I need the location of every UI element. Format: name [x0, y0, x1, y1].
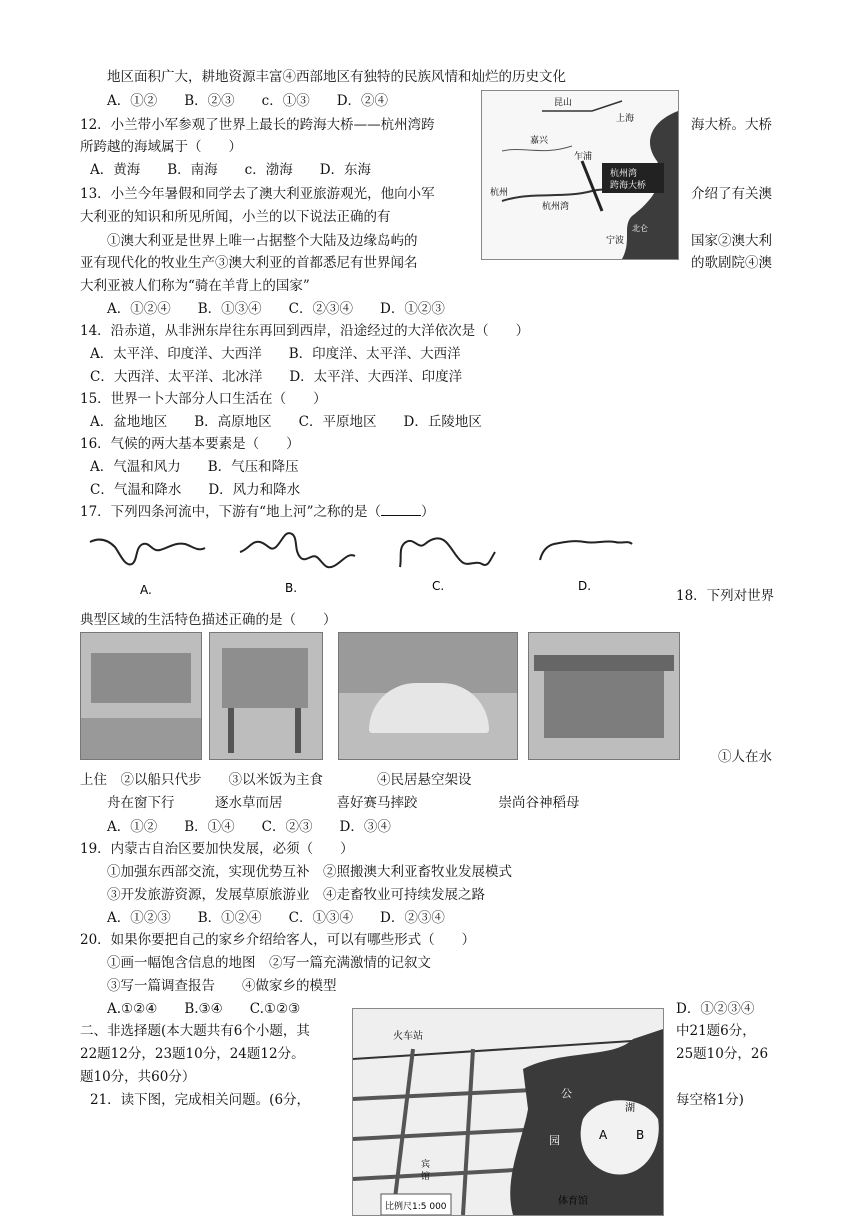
photo-water-town — [80, 632, 202, 760]
section-2-heading-continued: 中21题6分， — [676, 1023, 756, 1039]
q17-stem-end: ） — [420, 504, 435, 520]
q14-stem: 14．沿赤道，从非洲东岸往东再回到西岸，沿途经过的大洋依次是（ ） — [80, 323, 530, 339]
q20-stem: 20．如果你要把自己的家乡介绍给客人，可以有哪些形式（ ） — [80, 932, 476, 948]
river-a — [90, 540, 205, 565]
map2-label-guan: 馆 — [421, 1172, 431, 1182]
map1-label-bridge-2: 跨海大桥 — [610, 181, 647, 191]
q13-statement: ①澳大利亚是世界上唯一占据整个大陆及边缘岛屿的 — [107, 233, 418, 249]
q19-items-b: ③开发旅游资源，发展草原旅游业 ④走畜牧业可持续发展之路 — [107, 887, 485, 903]
q11-options: A．①② B．②③ c．①③ D．②④ — [107, 93, 389, 109]
river-label-c: C. — [432, 579, 445, 593]
q16-stem: 16．气候的两大基本要素是（ ） — [80, 436, 300, 452]
q18-stem-line2: 典型区域的生活特色描述正确的是（ ） — [80, 612, 337, 628]
q13-statement-line2-continued: 的歌剧院④澳 — [691, 255, 772, 271]
q21-stem: 21．读下图，完成相关问题。(6分， — [90, 1092, 311, 1108]
city-map-drawing — [353, 1009, 663, 1215]
q16-options-ab: A．气温和风力 B．气压和降压 — [90, 459, 299, 475]
q18-items: 上住 ②以船只代步 ③以米饭为主食 ④民居悬空架设 — [80, 772, 472, 788]
map1-label-ningbo: 宁波 — [606, 236, 625, 246]
q21-stem-continued: 每空格1分) — [676, 1092, 744, 1108]
hangzhou-bay-map — [481, 90, 679, 260]
map2-label-lake: 湖 — [625, 1103, 635, 1114]
q19-items-a: ①加强东西部交流，实现优势互补 ②照搬澳大利亚畜牧业发展模式 — [107, 864, 512, 880]
river-outlines — [80, 522, 640, 602]
map2-scale: 比例尺1:5 000 — [385, 1202, 447, 1212]
section-2-line3: 题10分，共60分） — [80, 1069, 196, 1085]
q13-stem-continued: 介绍了有关澳 — [691, 186, 772, 202]
photo-yurt — [338, 632, 518, 760]
q12-stem: 12．小兰带小军参观了世界上最长的跨海大桥——杭州湾跨 — [80, 117, 435, 133]
river-label-b: B. — [285, 581, 298, 595]
hangzhou-bay-map-drawing — [482, 91, 678, 259]
map2-label-gong: 公 — [561, 1087, 572, 1100]
q18-stem: 18．下列对世界 — [676, 588, 775, 604]
q14-options-ab: A．太平洋、印度洋、大西洋 B．印度洋、太平洋、大西洋 — [90, 346, 461, 362]
answer-blank — [381, 501, 421, 516]
map1-label-beilun: 北仑 — [632, 224, 648, 233]
river-label-d: D. — [578, 579, 592, 593]
map2-label-b: B — [636, 1128, 645, 1142]
q13-statement-line2: 亚有现代化的牧业生产③澳大利亚的首都悉尼有世界闻名 — [80, 255, 418, 271]
q20-items-a: ①画一幅饱含信息的地图 ②写一篇充满激情的记叙文 — [107, 955, 431, 971]
q18-items-line2: 舟在窗下行 逐水草而居 喜好赛马摔跤 崇尚谷神稻母 — [107, 795, 580, 811]
q15-options: A．盆地地区 B．高原地区 C．平原地区 D．丘陵地区 — [90, 414, 482, 430]
q13-statement-line3: 大利亚被人们称为“骑在羊背上的国家” — [80, 278, 310, 294]
q20-items-b: ③写一篇调查报告 ④做家乡的模型 — [107, 978, 337, 994]
text-line: 地区面积广大，耕地资源丰富④西部地区有独特的民族风情和灿烂的历史文化 — [107, 69, 566, 85]
q12-options: A．黄海 B．南海 c．渤海 D．东海 — [90, 162, 372, 178]
river-b — [240, 533, 355, 567]
q12-stem-line2: 所跨越的海域属于（ ） — [80, 139, 242, 155]
map2-label-a: A — [599, 1128, 608, 1142]
q13-stem: 13．小兰今年暑假和同学去了澳大利亚旅游观光，他向小军 — [80, 186, 435, 202]
section-2-line2-continued: 25题10分，26 — [676, 1046, 769, 1062]
map1-label-zhapu: 乍浦 — [574, 152, 593, 162]
photo-wooden-house — [528, 632, 680, 760]
q19-stem: 19．内蒙古自治区要加快发展，必须（ ） — [80, 841, 354, 857]
river-c — [400, 538, 495, 567]
river-label-a: A. — [140, 583, 152, 597]
map1-label-jiaxing: 嘉兴 — [530, 136, 549, 146]
map2-label-stadium: 体育馆 — [558, 1196, 588, 1207]
map1-label-shanghai: 上海 — [616, 114, 635, 124]
rivers-figure — [80, 522, 640, 602]
map1-label-kunshan: 昆山 — [554, 98, 573, 108]
q18-options: A．①② B．①④ C．②③ D．③④ — [107, 819, 391, 835]
map2-label-bin: 宾 — [421, 1160, 431, 1170]
map1-label-bridge-1: 杭州湾 — [610, 169, 638, 179]
river-d — [540, 541, 632, 560]
q12-stem-continued: 海大桥。大桥 — [691, 117, 772, 133]
q19-options: A．①②③ B．①②④ C．①③④ D．②③④ — [107, 910, 445, 926]
q15-stem: 15．世界一卜大部分人口生活在（ ） — [80, 391, 327, 407]
q14-options-cd: C．大西洋、太平洋、北冰洋 D．太平洋、大西洋、印度洋 — [90, 369, 463, 385]
q17-stem-text: 17．下列四条河流中，下游有“地上河”之称的是（ — [80, 504, 381, 520]
q13-stem-line2: 大利亚的知识和所见所闻，小兰的以下说法正确的有 — [80, 209, 391, 225]
map2-label-yuan: 园 — [549, 1134, 560, 1147]
city-map — [352, 1008, 664, 1216]
q20-option-d: D．①②③④ — [676, 1001, 755, 1017]
q13-options: A．①②④ B．①③④ C．②③④ D．①②③ — [107, 301, 445, 317]
q18-item-1: ①人在水 — [718, 749, 772, 765]
section-2-line2: 22题12分，23题10分，24题12分。 — [80, 1046, 305, 1062]
map2-label-station: 火车站 — [393, 1031, 423, 1042]
q17-stem — [80, 501, 434, 523]
q16-options-cd: C．气温和降水 D．风力和降水 — [90, 482, 301, 498]
q20-options: A.①②④ B.③④ C.①②③ — [107, 1001, 301, 1017]
section-2-heading: 二、非选择题(本大题共有6个小题，其 — [80, 1023, 310, 1039]
photo-stilt-house — [209, 632, 323, 760]
map1-label-hangzhou-bay: 杭州湾 — [542, 202, 570, 212]
q13-statement-continued: 国家②澳大利 — [691, 233, 772, 249]
map1-label-hangzhou: 杭州 — [490, 188, 509, 198]
